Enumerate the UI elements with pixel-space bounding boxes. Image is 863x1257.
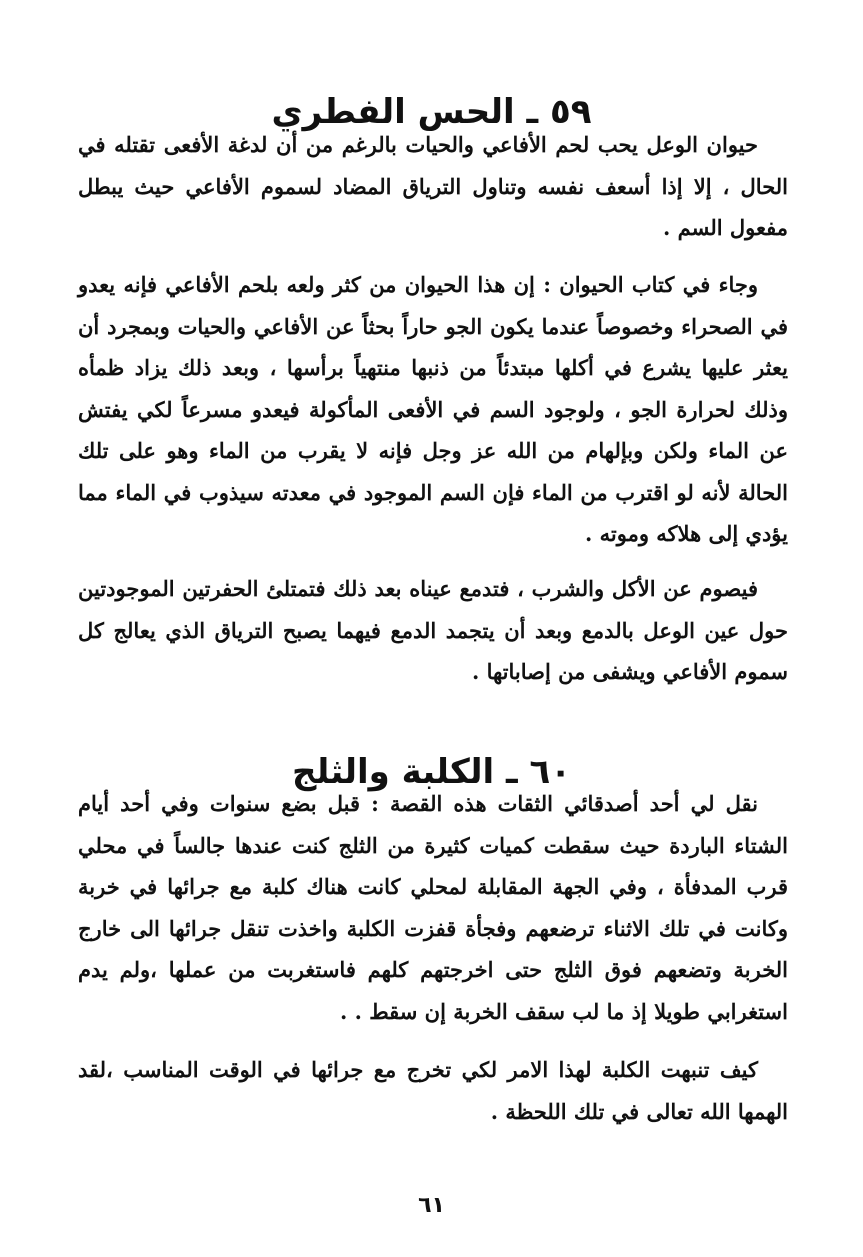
paragraph-dog-inspiration: كيف تنبهت الكلبة لهذا الامر لكي تخرج مع جرائها في الوقت المناسب ،لقد الهمها الله تعالى في تلك اللحظة .: [78, 1057, 788, 1124]
paragraph-ibex-poison: حيوان الوعل يحب لحم الأفاعي والحيات بالرغم من أن لدغة الأفعى تقتله في الحال ، إلا إذا أسعف نفسه وتناول الترياق المضاد لسموم الأفاعي حيث يبطل مفعول السم .: [78, 132, 788, 240]
page-number: ٦١: [418, 1193, 445, 1218]
paragraph-fasting-tears: فيصوم عن الأكل والشرب ، فتدمع عيناه بعد ذلك فتمتلئ الحفرتين الموجودتين حول عين الوعل بالدمع وبعد أن يتجمد الدمع فيهما يصبح الترياق الذي يعالج كل سموم الأفاعي ويشفى من إصاباتها .: [78, 576, 788, 684]
section-title-60: ٦٠ ـ الكلبة والثلج: [291, 752, 572, 793]
paragraph-animal-book: وجاء في كتاب الحيوان : إن هذا الحيوان من كثر ولعه بلحم الأفاعي فإنه يعدو في الصحراء وخصوصاً عندما يكون الجو حاراً بحثاً عن الأفاعي والحيات وبمجرد أن يعثر عليها يشرع في أكلها مبتدئاً من ذنبها منتهياً برأسها ، وبعد ذلك يزاد ظمأه وذلك لحرارة الجو ، ولوجود السم في الأفعى المأكولة فيعدو مسرعاً لكي يفتش عن الماء ولكن وبإلهام من الله عز وجل فإنه لا يقرب من الماء وهو على تلك الحالة لأنه لو اقترب من الماء فإن السم الموجود في معدته سيذوب في الماء مما يؤدي إلى هلاكه وموته .: [78, 272, 788, 546]
paragraph-dog-story: نقل لي أحد أصدقائي الثقات هذه القصة : قبل بضع سنوات وفي أحد أيام الشتاء الباردة حيث سقطت كميات كثيرة من الثلج كنت عندها جالساً في محلي قرب المدفأة ، وفي الجهة المقابلة لمحلي كانت هناك كلبة مع جرائها في خربة وكانت في تلك الاثناء ترضعهم وفجأة قفزت الكلبة واخذت تنقل جرائها الى خارج الخربة وتضعهم فوق الثلج حتى اخرجتهم كلهم فاستغربت من عملها ،ولم يدم استغرابي طويلا إذ ما لب سقف الخربة إن سقط . .: [78, 791, 789, 1024]
section-title-59: ٥٩ ـ الحس الفطري: [271, 92, 592, 133]
